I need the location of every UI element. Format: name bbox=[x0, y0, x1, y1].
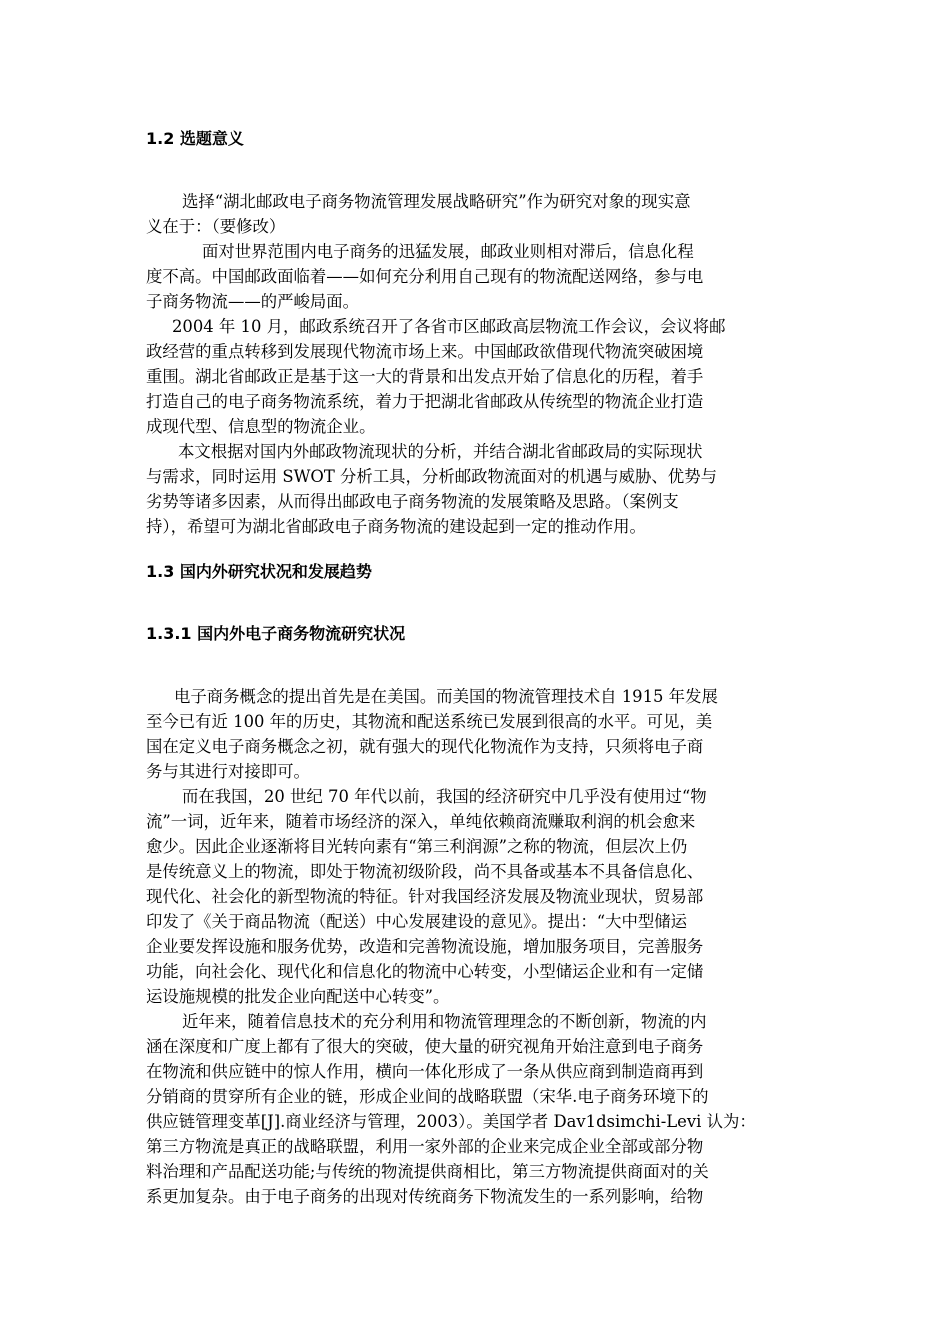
text-line: 现代化、社会化的新型物流的特征。针对我国经济发展及物流业现状，贸易部 bbox=[146, 887, 704, 906]
text-line: 供应链管理变革[J].商业经济与管理，2003）。美国学者 Dav1dsimchi-Levi 认为： bbox=[146, 1112, 756, 1131]
text-line: 是传统意义上的物流，即处于物流初级阶段，尚不具备或基本不具备信息化、 bbox=[146, 862, 704, 881]
section-heading-1-3-1: 1.3.1 国内外电子商务物流研究状况 bbox=[146, 624, 406, 643]
paragraph-supply-chain bbox=[146, 1009, 810, 1209]
paragraph-china-logistics bbox=[146, 784, 810, 1009]
text-line: 流”一词，近年来，随着市场经济的深入，单纯依赖商流赚取利润的机会愈来 bbox=[146, 812, 696, 831]
text-line: 重围。湖北省邮政正是基于这一大的背景和出发点开始了信息化的历程，着手 bbox=[146, 367, 704, 386]
text-line: 愈少。因此企业逐渐将目光转向素有“第三利润源”之称的物流，但层次上仍 bbox=[146, 837, 688, 856]
text-line: 打造自己的电子商务物流系统，着力于把湖北省邮政从传统型的物流企业打造 bbox=[146, 392, 704, 411]
text-line: 企业要发挥设施和服务优势，改造和完善物流设施，增加服务项目，完善服务 bbox=[146, 937, 704, 956]
text-line: 在物流和供应链中的惊人作用，横向一体化形成了一条从供应商到制造商再到 bbox=[146, 1062, 704, 1081]
text-line: 持），希望可为湖北省邮政电子商务物流的建设起到一定的推动作用。 bbox=[146, 517, 646, 536]
text-line: 劣势等诸多因素，从而得出邮政电子商务物流的发展策略及思路。（案例支 bbox=[146, 492, 679, 511]
text-line: 印发了《关于商品物流（配送）中心发展建设的意见》。提出：“大中型储运 bbox=[146, 912, 688, 931]
paragraph-2004-meeting bbox=[146, 314, 810, 439]
text-line: 度不高。中国邮政面临着——如何充分利用自己现有的物流配送网络，参与电 bbox=[146, 267, 704, 286]
text-line: 成现代型、信息型的物流企业。 bbox=[146, 417, 376, 436]
text-line: 至今已有近 100 年的历史，其物流和配送系统已发展到很高的水平。可见，美 bbox=[146, 712, 713, 731]
text-line: 运设施规模的批发企业向配送中心转变”。 bbox=[146, 987, 450, 1006]
text-line: 政经营的重点转移到发展现代物流市场上来。中国邮政欲借现代物流突破困境 bbox=[146, 342, 704, 361]
text-line: 国在定义电子商务概念之初，就有强大的现代化物流作为支持，只须将电子商 bbox=[146, 737, 704, 756]
text-line: 面对世界范围内电子商务的迅猛发展，邮政业则相对滞后，信息化程 bbox=[202, 242, 694, 261]
text-line: 务与其进行对接即可。 bbox=[146, 762, 310, 781]
text-line: 选择“湖北邮政电子商务物流管理发展战略研究”作为研究对象的现实意 bbox=[182, 192, 691, 211]
text-line: 功能，向社会化、现代化和信息化的物流中心转变，小型储运企业和有一定储 bbox=[146, 962, 704, 981]
text-line: 分销商的贯穿所有企业的链，形成企业间的战略联盟（宋华.电子商务环境下的 bbox=[146, 1087, 709, 1106]
text-line: 子商务物流——的严峻局面。 bbox=[146, 292, 360, 311]
text-line: 与需求，同时运用 SWOT 分析工具，分析邮政物流面对的机遇与威胁、优势与 bbox=[146, 467, 717, 486]
paragraph-significance-intro bbox=[146, 189, 810, 239]
section-heading-1-3: 1.3 国内外研究状况和发展趋势 bbox=[146, 562, 372, 581]
text-line: 而在我国，20 世纪 70 年代以前，我国的经济研究中几乎没有使用过“物 bbox=[182, 787, 707, 806]
text-line: 义在于：（要修改） bbox=[146, 217, 286, 236]
text-line: 涵在深度和广度上都有了很大的突破，使大量的研究视角开始注意到电子商务 bbox=[146, 1037, 704, 1056]
text-line: 近年来，随着信息技术的充分利用和物流管理理念的不断创新，物流的内 bbox=[182, 1012, 707, 1031]
text-line: 料治理和产品配送功能;与传统的物流提供商相比，第三方物流提供商面对的关 bbox=[146, 1162, 709, 1181]
text-line: 本文根据对国内外邮政物流现状的分析，并结合湖北省邮政局的实际现状 bbox=[178, 442, 703, 461]
paragraph-postal-lag bbox=[146, 239, 810, 314]
paragraph-us-ecommerce bbox=[146, 684, 810, 784]
text-line: 电子商务概念的提出首先是在美国。而美国的物流管理技术自 1915 年发展 bbox=[174, 687, 718, 706]
section-heading-1-2: 1.2 选题意义 bbox=[146, 129, 244, 148]
paragraph-swot-analysis bbox=[146, 439, 810, 539]
text-line: 2004 年 10 月，邮政系统召开了各省市区邮政高层物流工作会议，会议将邮 bbox=[172, 317, 726, 336]
text-line: 系更加复杂。由于电子商务的出现对传统商务下物流发生的一系列影响，给物 bbox=[146, 1187, 704, 1206]
text-line: 第三方物流是真正的战略联盟，利用一家外部的企业来完成企业全部或部分物 bbox=[146, 1137, 704, 1156]
